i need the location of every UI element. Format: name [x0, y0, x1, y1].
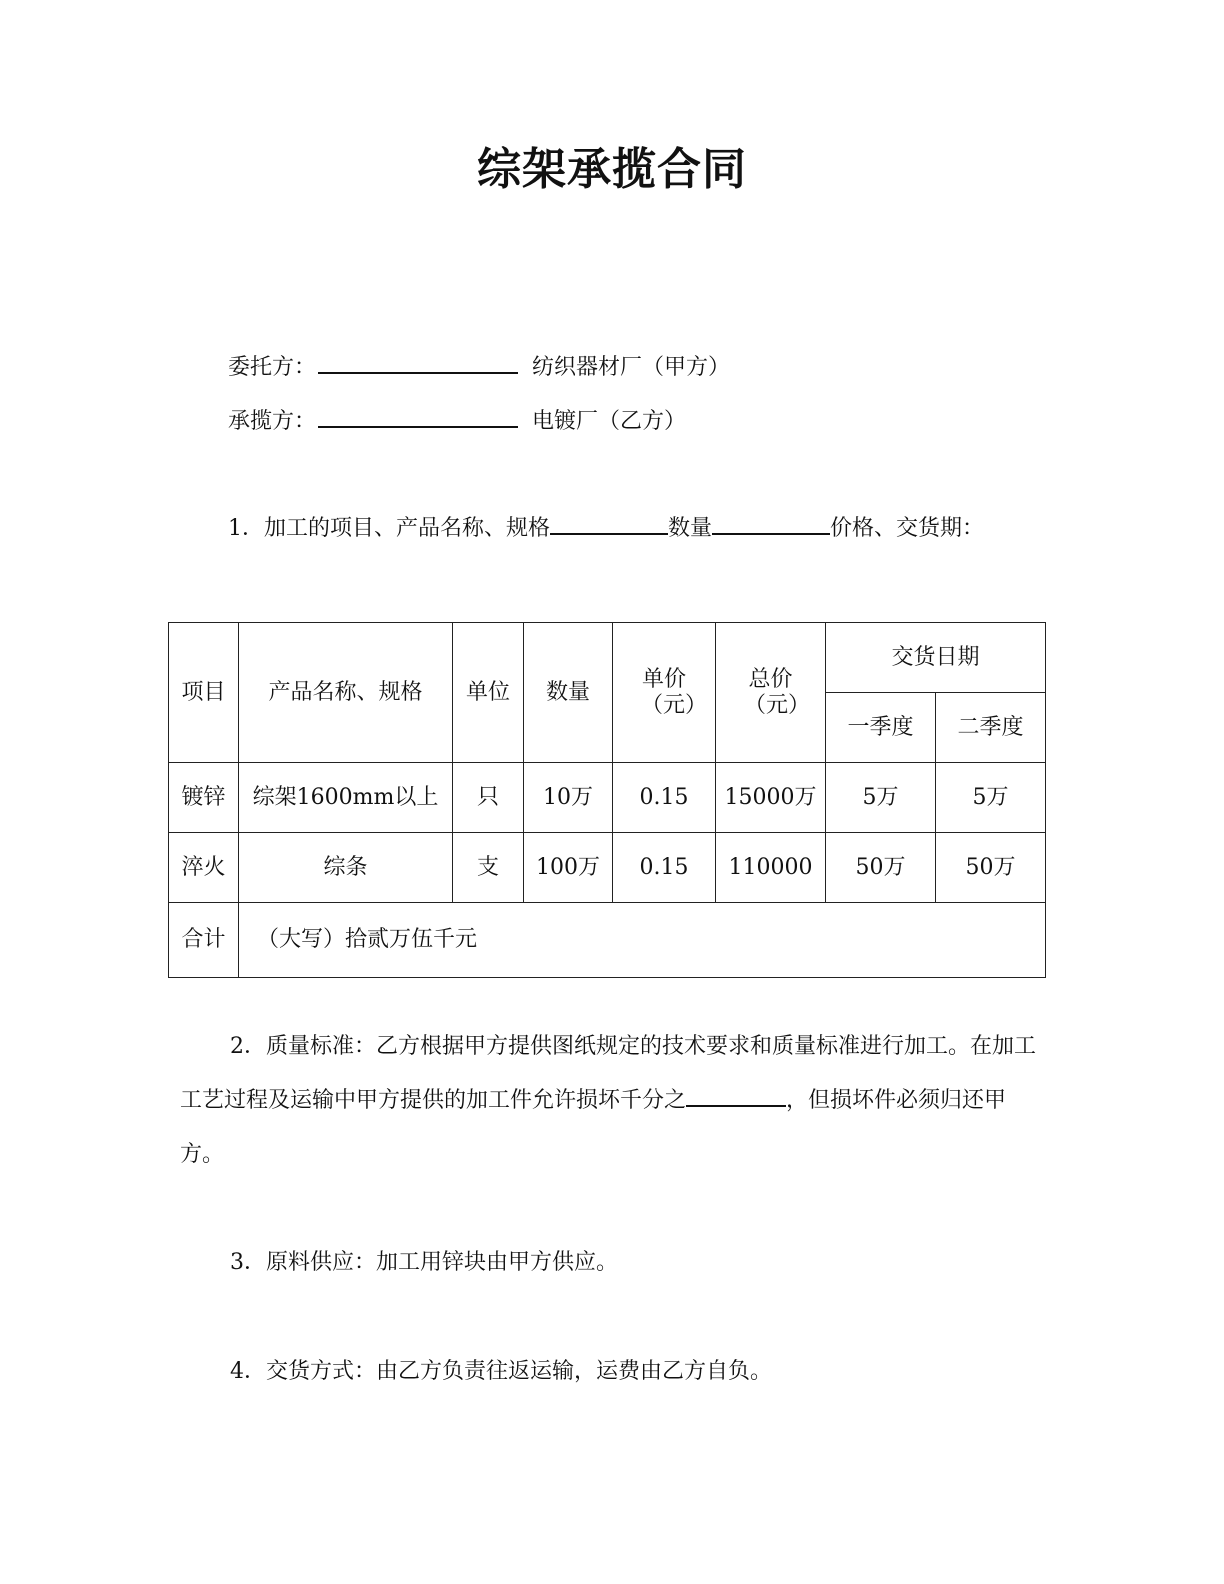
cell-q2: 5万	[936, 763, 1046, 833]
clause-3	[180, 1236, 1040, 1290]
total-value: （大写）拾贰万伍千元	[239, 903, 1046, 978]
clause-2	[180, 1020, 1040, 1182]
header-qty: 数量	[524, 623, 613, 763]
clause-3-number: 3．	[230, 1250, 266, 1275]
clause-3-text: 原料供应：加工用锌块由甲方供应。	[266, 1250, 619, 1275]
header-q1: 一季度	[826, 693, 936, 763]
party-contractor-name: 电镀厂（乙方）	[532, 409, 687, 434]
cell-unit: 只	[453, 763, 524, 833]
cell-qty: 100万	[524, 833, 613, 903]
cell-qty: 10万	[524, 763, 613, 833]
header-delivery: 交货日期	[826, 623, 1046, 693]
party-client-blank	[318, 352, 518, 374]
clause-4-text: 交货方式：由乙方负责往返运输，运费由乙方自负。	[266, 1359, 773, 1384]
table-row	[169, 763, 1046, 833]
clause-1-spec-blank	[550, 513, 668, 535]
cell-q1: 5万	[826, 763, 936, 833]
party-client	[228, 352, 730, 383]
cell-total: 110000	[716, 833, 826, 903]
table-row	[169, 833, 1046, 903]
cell-total: 15000万	[716, 763, 826, 833]
header-product: 产品名称、规格	[239, 623, 453, 763]
header-q2: 二季度	[936, 693, 1046, 763]
party-client-label: 委托方：	[228, 355, 317, 380]
document-title: 综架承揽合同	[477, 144, 747, 195]
clause-2-blank	[686, 1085, 786, 1107]
header-item: 项目	[169, 623, 239, 763]
clause-2-text-a: 质量标准：乙方根据甲方提供图纸规定的技术要求和质量标准进行加工。在加工工艺过程及运输中甲方提供的加工件允许损坏千分之	[180, 1034, 1037, 1113]
party-contractor	[228, 406, 686, 437]
cell-item: 淬火	[169, 833, 239, 903]
clause-1-text-a: 加工的项目、产品名称、规格	[264, 516, 551, 541]
clause-2-text-b: ，但损坏件必须归还甲方。	[180, 1088, 1007, 1167]
clause-1-text-b: 数量	[668, 516, 713, 541]
clause-4-number: 4．	[230, 1359, 266, 1384]
cell-product: 综条	[239, 833, 453, 903]
clause-2-number: 2．	[230, 1034, 266, 1059]
cell-unit-price: 0.15	[613, 833, 716, 903]
cell-unit: 支	[453, 833, 524, 903]
cell-item: 镀锌	[169, 763, 239, 833]
party-contractor-label: 承揽方：	[228, 409, 317, 434]
party-contractor-blank	[318, 406, 518, 428]
party-client-name: 纺织器材厂（甲方）	[532, 355, 731, 380]
total-label: 合计	[169, 903, 239, 978]
clause-4	[180, 1345, 1040, 1399]
cell-q1: 50万	[826, 833, 936, 903]
clause-1-text-c: 价格、交货期：	[830, 516, 985, 541]
clause-1	[228, 502, 1058, 556]
header-total: 总价（元）	[716, 623, 826, 763]
cell-q2: 50万	[936, 833, 1046, 903]
cell-unit-price: 0.15	[613, 763, 716, 833]
clause-1-number: 1．	[228, 516, 264, 541]
price-table	[168, 622, 1046, 978]
header-unit-price: 单价（元）	[613, 623, 716, 763]
header-unit: 单位	[453, 623, 524, 763]
cell-product: 综架1600mm以上	[239, 763, 453, 833]
clause-1-qty-blank	[712, 513, 830, 535]
table-header-row	[169, 623, 1046, 693]
table-total-row	[169, 903, 1046, 978]
